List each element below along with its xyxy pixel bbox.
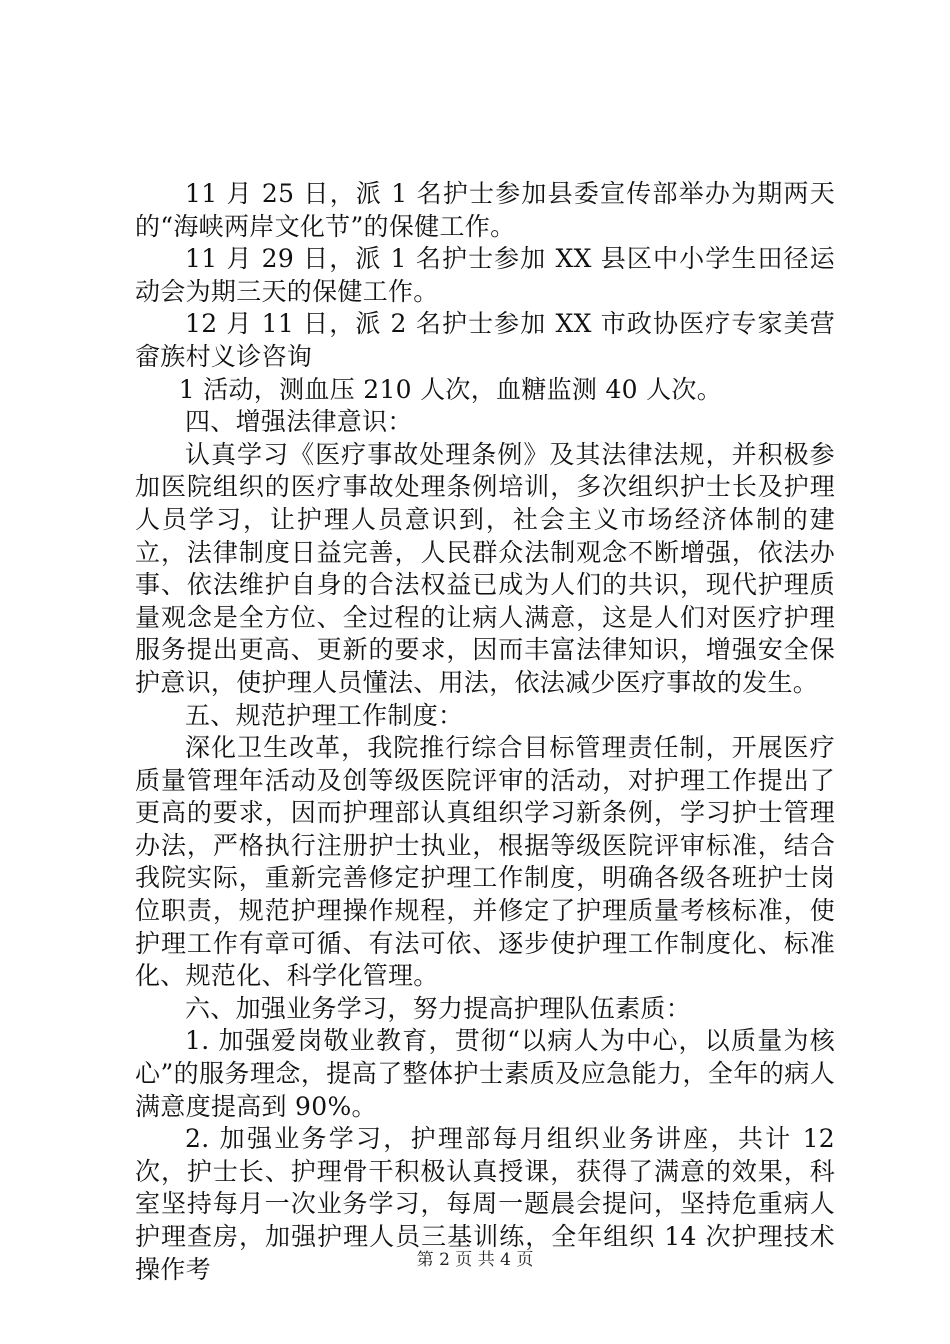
page-footer: 第 2 页 共 4 页 [416,1250,534,1270]
paragraph-item-2: 2. 加强业务学习，护理部每月组织业务讲座，共计 12 次，护士长、护理骨干积极认真授课，获得了满意的效果，科室坚持每月一次业务学习，每周一题晨会提问，坚持危重病人护理查房，加强护理人员三基训练，全年组织 14 次护理技术操作考 [135,1124,835,1284]
document-body [135,178,835,1286]
heading-section-5: 五、规范护理工作制度： [185,700,464,730]
paragraph-nov29: 11 月 29 日，派 1 名护士参加 XX 县区中小学生田径运动会为期三天的保健工作。 [135,244,835,306]
paragraph-nursing-rules: 深化卫生改革，我院推行综合目标管理责任制，开展医疗质量管理年活动及创等级医院评审的活动，对护理工作提出了更高的要求，因而护理部认真组织学习新条例，学习护士管理办法，严格执行注册护士执业，根据等级医院评审标准，结合我院实际，重新完善修定护理工作制度，明确各级各班护士岗位职责，规范护理操作规程，并修定了护理质量考核标准，使护理工作有章可循、有法可依、逐步使护理工作制度化、标准化、规范化、科学化管理。 [135,733,835,991]
paragraph-item-1: 1. 加强爱岗敬业教育，贯彻“以病人为中心，以质量为核心”的服务理念，提高了整体护士素质及应急能力，全年的病人满意度提高到 90%。 [135,1026,835,1121]
heading-section-4: 四、增强法律意识： [185,407,413,437]
heading-section-6: 六、加强业务学习，努力提高护理队伍素质： [185,993,692,1023]
paragraph-activity-stats: 1 活动，测血压 210 人次，血糖监测 40 人次。 [178,374,723,404]
paragraph-dec11: 12 月 11 日，派 2 名护士参加 XX 市政协医疗专家美营畲族村义诊咨询 [135,309,835,371]
paragraph-nov25: 11 月 25 日，派 1 名护士参加县委宣传部举办为期两天的“海峡两岸文化节”的保健工作。 [135,179,835,241]
paragraph-legal-awareness: 认真学习《医疗事故处理条例》及其法律法规，并积极参加医院组织的医疗事故处理条例培训，多次组织护士长及护理人员学习，让护理人员意识到，社会主义市场经济体制的建立，法律制度日益完善，人民群众法制观念不断增强，依法办事、依法维护自身的合法权益已成为人们的共识，现代护理质量观念是全方位、全过程的让病人满意，这是人们对医疗护理服务提出更高、更新的要求，因而丰富法律知识，增强安全保护意识，使护理人员懂法、用法，依法减少医疗事故的发生。 [135,439,835,697]
